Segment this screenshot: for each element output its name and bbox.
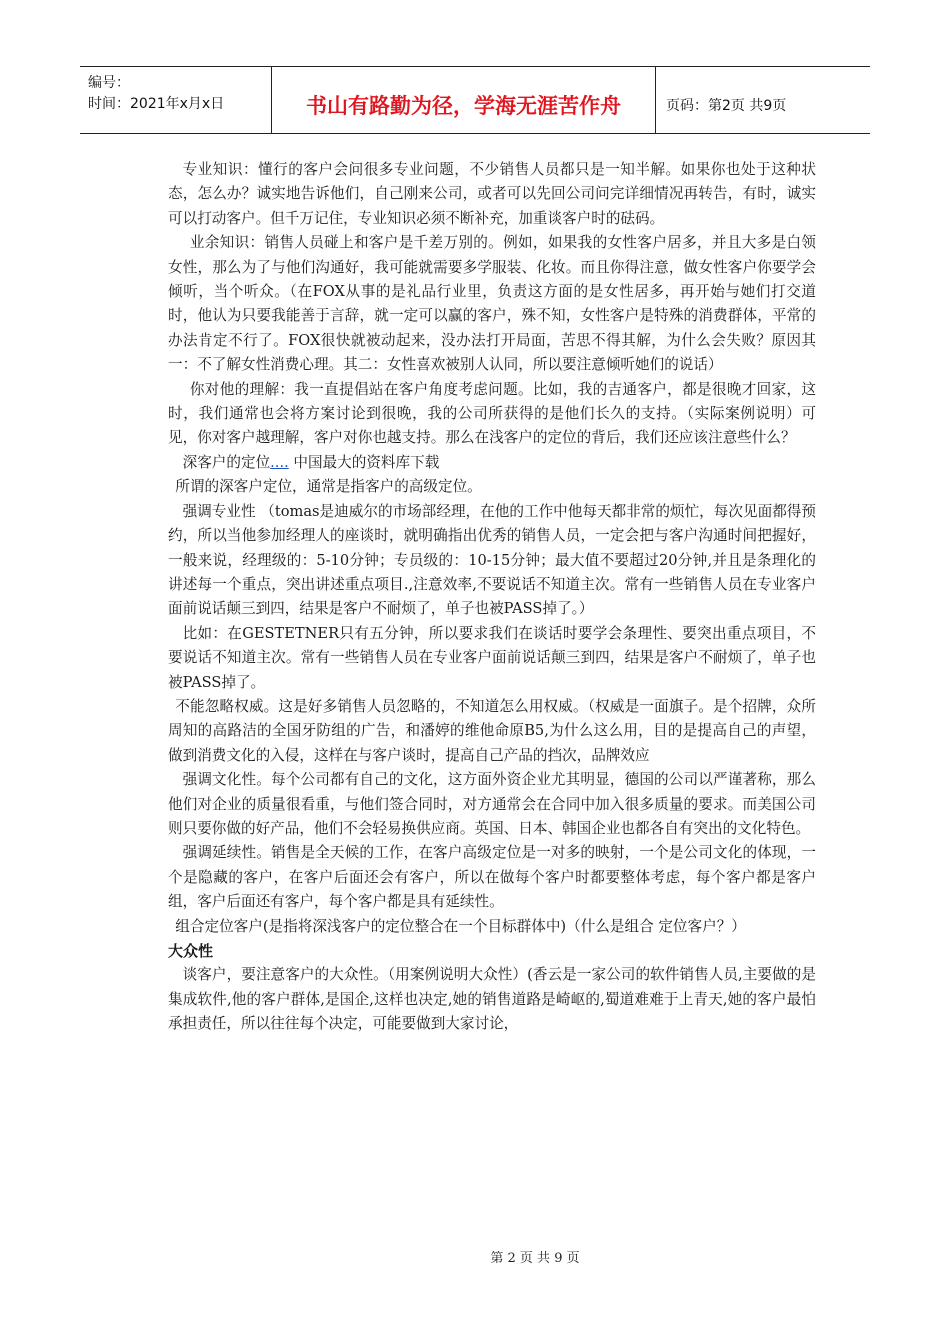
paragraph-deep-client-definition: 所谓的深客户定位，通常是指客户的高级定位。 — [175, 478, 482, 496]
paragraph-combined-positioning: 组合定位客户(是指将深浅客户的定位整合在一个目标群体中)（什么是组合 定位客户？） — [175, 917, 746, 935]
deep-client-suffix: 中国最大的资料库下载 — [288, 453, 440, 471]
paragraph-understanding: 你对他的理解：我一直提倡站在客户角度考虑问题。比如，我的吉通客户，都是很晚才回家，这时，我们通常也会将方案讨论到很晚，我的公司所获得的是他们长久的支持。（实际案例说明）可见，你对客户越理解，客户对你也越支持。那么在浅客户的定位的背后，我们还应该注意些什么？ — [168, 380, 816, 447]
paragraph-deep-client-heading — [168, 451, 816, 475]
paragraph-popularity: 谈客户，要注意客户的大众性。（用案例说明大众性）(香云是一家公司的软件销售人员,主要做的是集成软件,他的客户群体,是国企,这样也决定,她的销售道路是崎岖的,蜀道难难于上青天,她的客户最怕承担责任，所以往往每个决定，可能要做到大家讨论， — [168, 966, 816, 1033]
paragraph-example-gestetner: 比如：在GESTETNER只有五分钟，所以要求我们在谈话时要学会条理性、要突出重点项目，不要说话不知道主次。常有一些销售人员在专业客户面前说话颠三到四，结果是客户不耐烦了，单子也被PASS掉了。 — [168, 624, 816, 691]
paragraph-authority: 不能忽略权威。这是好多销售人员忽略的，不知道怎么用权威。（权威是一面旗子。是个招牌，众所周知的高路洁的全国牙防组的广告，和潘婷的维他命原B5,为什么这么用，目的是提高自己的声望，做到消费文化的入侵，这样在与客户谈时，提高自己产品的挡次，品牌效应 — [168, 697, 816, 764]
paragraph-professional-knowledge: 专业知识：懂行的客户会问很多专业问题，不少销售人员都只是一知半解。如果你也处于这种状态，怎么办？诚实地告诉他们，自己刚来公司，或者可以先回公司问完详细情况再转告，有时，诚实可以打动客户。但千万记住，专业知识必须不断补充，加重谈客户时的砝码。 — [168, 161, 816, 227]
page-header — [80, 66, 870, 134]
header-page-indicator: 页码：第2页 共9页 — [666, 98, 787, 114]
paragraph-culture: 强调文化性。每个公司都有自己的文化，这方面外资企业尤其明显，德国的公司以严谨著称，那么他们对企业的质量很看重，与他们签合同时，对方通常会在合同中加入很多质量的要求。而美国公司则只要你做的好产品，他们不会轻易换供应商。英国、日本、韩国企业也都各自有突出的文化特色。 — [168, 771, 816, 837]
page-footer: 第 2 页 共 9 页 — [490, 1251, 580, 1266]
deep-client-label: 深客户的定位 — [182, 453, 271, 471]
download-link[interactable]: .... — [270, 453, 289, 471]
paragraph-amateur-knowledge: 业余知识：销售人员碰上和客户是千差万别的。例如，如果我的女性客户居多，并且大多是白领女性，那么为了与他们沟通好，我可能就需要多学服装、化妆。而且你得注意，做女性客户你要学会倾听，当个听众。（在FOX从事的是礼品行业里，负责这方面的是女性居多，再开始与她们打交道时，他认为只要我能善于言辞，就一定可以赢的客户，殊不知，女性客户是特殊的消费群体，平常的办法肯定不行了。FOX很快就被动起来，没办法打开局面，苦思不得其解，为什么会失败？原因其一：不了解女性消费心理。其二：女性喜欢被别人认同，所以要注意倾听她们的说话） — [168, 234, 816, 374]
document-date-label: 时间：2021年x月x日 — [88, 96, 225, 112]
section-title-popularity: 大众性 — [168, 942, 214, 960]
document-number-label: 编号： — [88, 75, 130, 91]
paragraph-continuity: 强调延续性。销售是全天候的工作，在客户高级定位是一对多的映射，一个是公司文化的体现，一个是隐藏的客户，在客户后面还会有客户，所以在做每个客户时都要整体考虑，每个客户都是客户组，客户后面还有客户，每个客户都是具有延续性。 — [168, 844, 816, 911]
paragraph-professionalism: 强调专业性 （tomas是迪威尔的市场部经理，在他的工作中他每天都非常的烦忙，每次见面都得预约，所以当他参加经理人的座谈时，就明确指出优秀的销售人员，一定会把与客户沟通时间把握好，一般来说，经理级的：5-10分钟；专员级的：10-15分钟；最大值不要超过20分钟,并且是条理化的讲述每一个重点，突出讲述重点项目.,注意效率,不要说话不知道主次。常有一些销售人员在专业客户面前说话颠三到四，结果是客户不耐烦了，单子也被PASS掉了。） — [168, 502, 816, 618]
header-meta — [80, 67, 272, 133]
document-body — [168, 158, 816, 1037]
header-motto: 书山有路勤为径，学海无涯苦作舟 — [272, 67, 656, 133]
